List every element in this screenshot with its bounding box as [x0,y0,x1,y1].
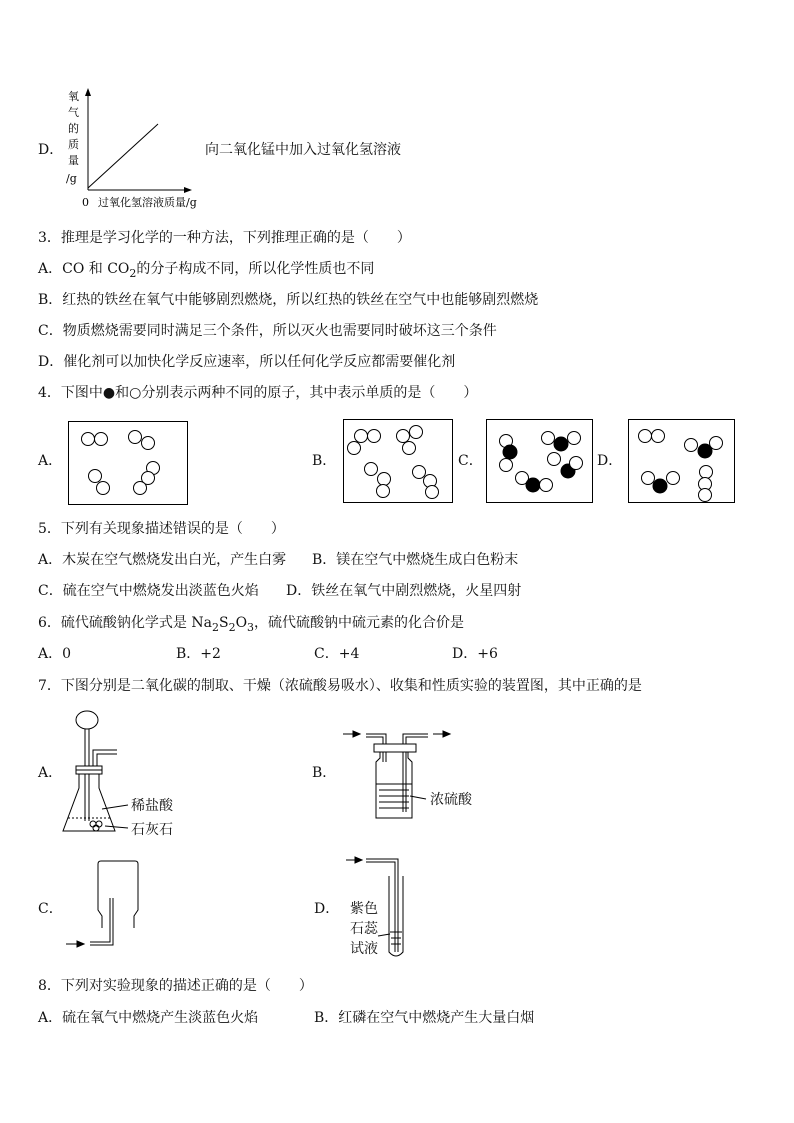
q2-option-d-text: 向二氧化锰中加入过氧化氢溶液 [205,142,401,158]
q2-graph-ylabel-3: 质 [68,138,79,151]
q2-graph-x-arrow [184,187,192,193]
q3-option-c: C．物质燃烧需要同时满足三个条件，所以灭火也需要同时破坏这三个条件 [38,323,497,339]
q4-box-a [68,421,188,505]
q2-graph-origin: 0 [82,196,89,209]
q3-stem: 3．推理是学习化学的一种方法，下列推理正确的是（ ） [38,230,411,246]
q3-a-post: 的分子构成不同，所以化学性质也不同 [136,261,375,277]
q8-stem: 8．下列对实验现象的描述正确的是（ ） [38,978,313,994]
q7-option-c-label: C． [38,901,63,917]
q7-apparatus-a [60,706,200,841]
q3-a-sub: 2 [129,266,137,280]
q2-graph-xlabel: 过氧化氢溶液质量/g [98,196,197,209]
q4-option-d-label: D． [597,453,623,469]
q5-option-d: D．铁丝在氧气中剧烈燃烧，火星四射 [286,583,522,599]
q5-stem: 5．下列有关现象描述错误的是（ ） [38,521,285,537]
q6-option-a: A．0 [38,646,72,662]
q3-a-pre: A．CO 和 CO [38,261,130,277]
q2-d-graph [60,86,210,211]
q7-d-label-2: 石蕊 [350,921,378,937]
q7-a-stone-label: 石灰石 [131,822,173,838]
q3-option-b: B．红热的铁丝在氧气中能够剧烈燃烧，所以红热的铁丝在空气中也能够剧烈燃烧 [38,292,539,308]
q5-option-a: A．木炭在空气燃烧发出白光，产生白雾 [38,552,287,568]
q7-b-acid-label: 浓硫酸 [430,792,472,808]
q4-box-d [628,419,735,503]
q3-option-d: D．催化剂可以加快化学反应速率，所以任何化学反应都需要催化剂 [38,354,456,370]
q4-option-b-label: B． [312,453,337,469]
q4-box-c [486,419,593,503]
q5-option-b: B．镁在空气中燃烧生成白色粉末 [312,552,519,568]
q4-option-c-label: C． [458,453,483,469]
q2-graph-ylabel-4: 量 [68,154,79,167]
q2-option-d-label: D． [38,142,64,158]
q5-option-c: C．硫在空气中燃烧发出淡蓝色火焰 [38,583,259,599]
q7-option-a-label: A． [38,765,63,781]
q7-a-acid-label: 稀盐酸 [131,798,173,814]
q2-graph-ylabel-5: /g [66,172,77,185]
q2-graph-line [88,124,158,188]
q8-option-a: A．硫在氧气中燃烧产生淡蓝色火焰 [38,1010,259,1026]
q4-option-a-label: A． [38,453,63,469]
q2-graph-y-arrow [85,88,91,96]
q7-stem: 7．下图分别是二氧化碳的制取、干燥（浓硫酸易吸水）、收集和性质实验的装置图，其中正确的是 [38,678,642,694]
q6-option-d: D．+6 [452,646,498,662]
q3-option-a [38,260,374,283]
q7-option-d-label: D． [314,901,340,917]
q7-option-b-label: B． [312,765,337,781]
q6-option-c: C．+4 [314,646,360,662]
q8-option-b: B．红磷在空气中燃烧产生大量白烟 [314,1010,535,1026]
q4-box-b [343,419,453,503]
q6-stem: 6．硫代硫酸钠化学式是 $Na_2S_2O_3$，硫代硫酸钠中硫元素的化合价是 [38,615,465,634]
q2-graph-ylabel-1: 气 [68,106,79,119]
q2-graph-ylabel-2: 的 [68,122,79,135]
q7-apparatus-c [60,858,150,953]
q7-d-label-1: 紫色 [350,901,378,917]
q6-option-b: B．+2 [176,646,221,662]
q2-graph-ylabel-0: 氧 [68,90,79,103]
q7-d-label-3: 试液 [350,941,378,957]
q4-stem: 4．下图中●和○分别表示两种不同的原子，其中表示单质的是（ ） [38,385,478,401]
